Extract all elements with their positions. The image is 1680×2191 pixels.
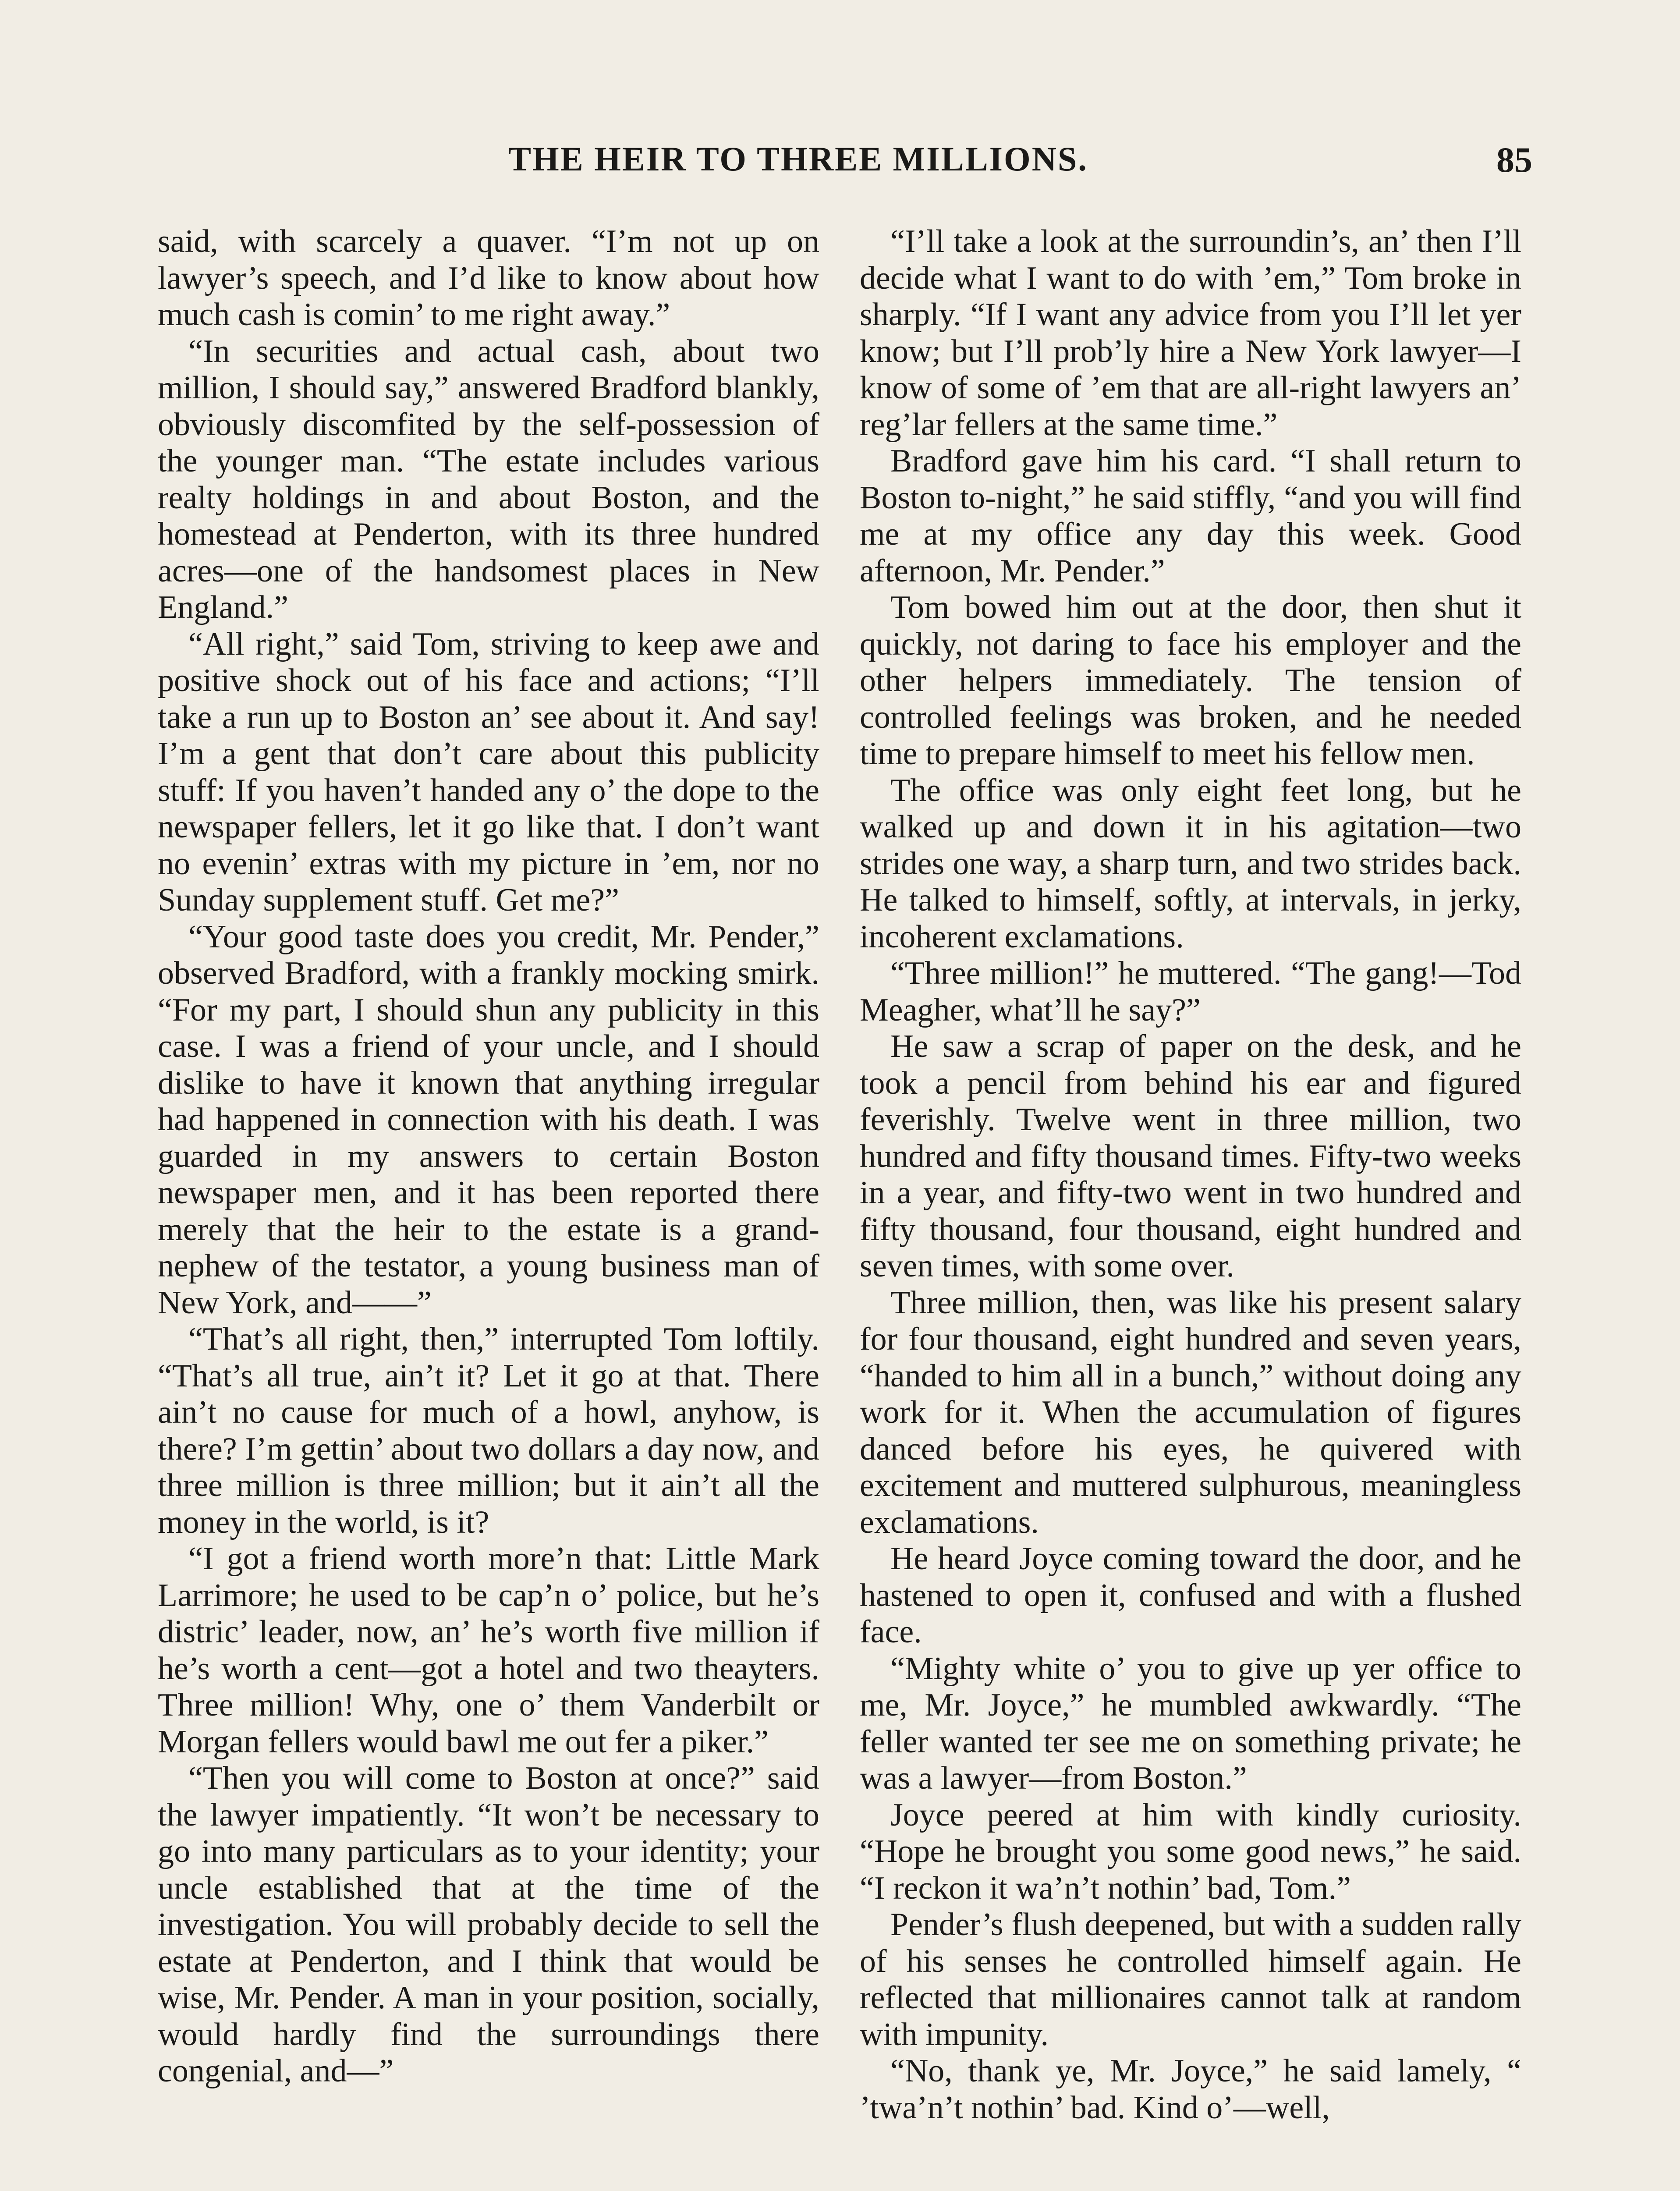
running-title: THE HEIR TO THREE MILLIONS. bbox=[508, 140, 1088, 178]
paragraph: Three million, then, was like his present salary for four thousand, eight hundred and seven years, “handed to him all in a bunch,” without doing any work for it. When the accumulation of figures danced before his eyes, he quivered with excitement and muttered sulphurous, meaningless exclamations. bbox=[860, 1284, 1521, 1540]
paragraph: said, with scarcely a quaver. “I’m not up on lawyer’s speech, and I’d like to know about how much cash is comin’ to me right away.” bbox=[158, 223, 819, 333]
paragraph: “In securities and actual cash, about two million, I should say,” answered Bradford blankly, obviously discomfited by the self-possession of the younger man. “The estate includes various realty holdings in and about Boston, and the homestead at Penderton, with its three hundred acres—one of the handsomest places in New England.” bbox=[158, 333, 819, 625]
right-column bbox=[860, 223, 1521, 2191]
paragraph: “Your good taste does you credit, Mr. Pender,” observed Bradford, with a frankly mocking smirk. “For my part, I should shun any publicity in this case. I was a friend of your uncle, and I should dislike to have it known that anything irregular had happened in connection with his death. I was guarded in my answers to certain Boston newspaper men, and it has been reported there merely that the heir to the estate is a grand-nephew of the testator, a young business man of New York, and——” bbox=[158, 918, 819, 1321]
paragraph: He saw a scrap of paper on the desk, and he took a pencil from behind his ear and figured feverishly. Twelve went in three million, two hundred and fifty thousand times. Fifty-two weeks in a year, and fifty-two went in two hundred and fifty thousand, four thousand, eight hundred and seven times, with some over. bbox=[860, 1028, 1521, 1284]
paragraph: “Three million!” he muttered. “The gang!—Tod Meagher, what’ll he say?” bbox=[860, 955, 1521, 1028]
paragraph: Tom bowed him out at the door, then shut it quickly, not daring to face his employer and the other helpers immediately. The tension of controlled feelings was broken, and he needed time to prepare himself to meet his fellow men. bbox=[860, 589, 1521, 772]
paragraph: “No, thank ye, Mr. Joyce,” he said lamely, “ ’twa’n’t nothin’ bad. Kind o’—well, bbox=[860, 2053, 1521, 2126]
paragraph: Bradford gave him his card. “I shall return to Boston to-night,” he said stiffly, “and you will find me at my office any day this week. Good afternoon, Mr. Pender.” bbox=[860, 443, 1521, 589]
paragraph: “Then you will come to Boston at once?” said the lawyer impatiently. “It won’t be necessary to go into many particulars as to your identity; your uncle established that at the time of the investigation. You will probably decide to sell the estate at Penderton, and I think that would be wise, Mr. Pender. A man in your position, socially, would hardly find the surroundings there congenial, and—” bbox=[158, 1760, 819, 2089]
paragraph: “Mighty white o’ you to give up yer office to me, Mr. Joyce,” he mumbled awkwardly. “The feller wanted ter see me on something private; he was a lawyer—from Boston.” bbox=[860, 1650, 1521, 1796]
paragraph: “I got a friend worth more’n that: Little Mark Larrimore; he used to be cap’n o’ police, but he’s distric’ leader, now, an’ he’s worth five million if he’s worth a cent—got a hotel and two theayters. Three million! Why, one o’ them Vanderbilt or Morgan fellers would bawl me out fer a piker.” bbox=[158, 1541, 819, 1760]
paragraph: “I’ll take a look at the surroundin’s, an’ then I’ll decide what I want to do with ’em,” Tom broke in sharply. “If I want any advice from you I’ll let yer know; but I’ll prob’ly hire a New York lawyer—I know of some of ’em that are all-right lawyers an’ reg’lar fellers at the same time.” bbox=[860, 223, 1521, 443]
paragraph: “That’s all right, then,” interrupted Tom loftily. “That’s all true, ain’t it? Let it go at that. There ain’t no cause for much of a howl, anyhow, is there? I’m gettin’ about two dollars a day now, and three million is three million; but it ain’t all the money in the world, is it? bbox=[158, 1321, 819, 1540]
left-column bbox=[158, 223, 819, 2191]
paragraph: The office was only eight feet long, but he walked up and down it in his agitation—two strides one way, a sharp turn, and two strides back. He talked to himself, softly, at intervals, in jerky, incoherent exclamations. bbox=[860, 772, 1521, 955]
paragraph: Joyce peered at him with kindly curiosity. “Hope he brought you some good news,” he said. “I reckon it wa’n’t nothin’ bad, Tom.” bbox=[860, 1797, 1521, 1906]
page-number: 85 bbox=[1496, 140, 1532, 180]
paragraph: He heard Joyce coming toward the door, and he hastened to open it, confused and with a flushed face. bbox=[860, 1541, 1521, 1650]
paragraph: Pender’s flush deepened, but with a sudden rally of his senses he controlled himself again. He reflected that millionaires cannot talk at random with impunity. bbox=[860, 1907, 1521, 2053]
paragraph: “All right,” said Tom, striving to keep awe and positive shock out of his face and actions; “I’ll take a run up to Boston an’ see about it. And say! I’m a gent that don’t care about this publicity stuff: If you haven’t handed any o’ the dope to the newspaper fellers, let it go like that. I don’t want no evenin’ extras with my picture in ’em, nor no Sunday supplement stuff. Get me?” bbox=[158, 626, 819, 918]
page-header bbox=[0, 139, 1680, 192]
